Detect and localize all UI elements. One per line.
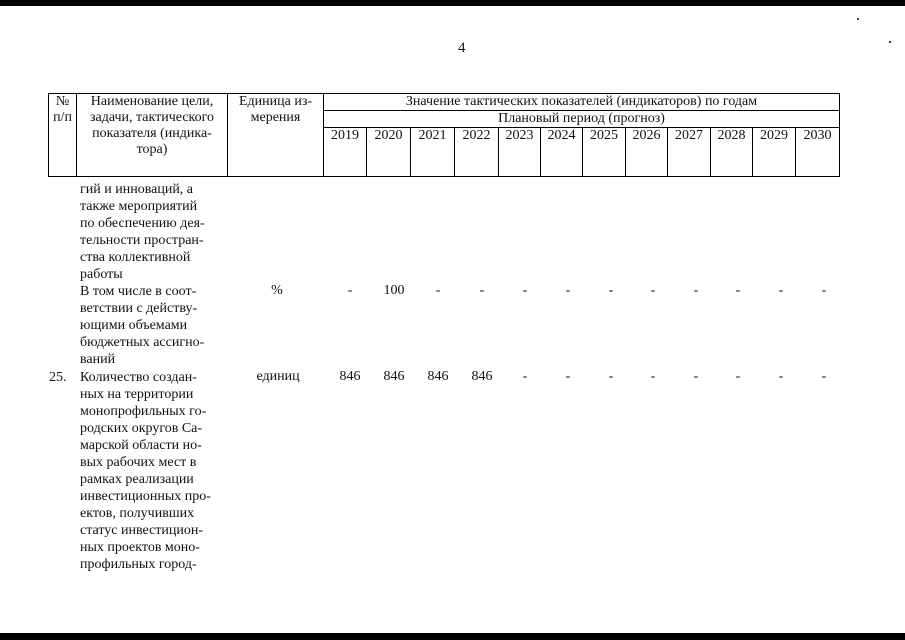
row-value: -: [693, 283, 699, 298]
row-name-line: профильных город-: [80, 557, 197, 572]
header-unit-line: Единица из-: [238, 94, 313, 109]
row-name-line: ных на территории: [80, 387, 194, 402]
row-value: -: [479, 283, 485, 298]
row-value: -: [522, 369, 528, 384]
row-name-line: Количество создан-: [80, 370, 197, 385]
row-value: 846: [383, 369, 405, 384]
header-year: 2030: [796, 128, 840, 177]
row-name-line: ваний: [80, 352, 116, 367]
row-name-line: ющими объемами: [80, 318, 188, 333]
row-name-line: гий и инноваций, а: [80, 182, 194, 197]
header-plan-period: Плановый период (прогноз): [324, 111, 840, 128]
table-row-budget: [80, 283, 225, 368]
row-name-line: ных проектов моно-: [80, 540, 200, 555]
row-name-line: ветствии с действу-: [80, 301, 198, 316]
row-value: -: [608, 369, 614, 384]
row-name-line: бюджетных ассигно-: [80, 335, 205, 350]
scan-border-top: [0, 0, 905, 6]
row-name-line: вых рабочих мест в: [80, 455, 197, 470]
scan-speck: [889, 41, 891, 43]
row-name-line: монопрофильных го-: [80, 404, 207, 419]
header-year: 2026: [626, 128, 668, 177]
row-name-line: тельности простран-: [80, 233, 204, 248]
header-num-label: № п/п: [53, 94, 72, 125]
header-year: 2029: [753, 128, 796, 177]
row-value: -: [650, 369, 656, 384]
row-name-line: также мероприятий: [80, 199, 198, 214]
row-value: -: [821, 283, 827, 298]
row-name-line: статус инвестицион-: [80, 523, 204, 538]
row-value: -: [435, 283, 441, 298]
row-value: -: [821, 369, 827, 384]
header-year: 2027: [668, 128, 711, 177]
row-value: 846: [427, 369, 449, 384]
header-unit-line: мерения: [250, 110, 301, 125]
row-name-line: ектов, получивших: [80, 506, 195, 521]
row-value: 846: [471, 369, 493, 384]
page-number: 4: [458, 40, 466, 56]
header-unit-cell: [228, 94, 324, 177]
row-value: -: [565, 369, 571, 384]
header-name-cell: [77, 94, 228, 177]
header-name-line: показателя (индика-: [92, 126, 212, 141]
header-num-cell: [49, 94, 77, 177]
row-name-line: марской области но-: [80, 438, 202, 453]
header-year: 2022: [455, 128, 499, 177]
row-unit: единиц: [256, 369, 300, 384]
row-name-line: по обеспечению дея-: [80, 216, 205, 231]
table-row-continuation: [80, 181, 225, 283]
scan-speck: [857, 18, 859, 20]
header-year: 2020: [367, 128, 411, 177]
row-name-line: инвестиционных про-: [80, 489, 211, 504]
header-year: 2019: [324, 128, 367, 177]
row-value: -: [735, 283, 741, 298]
header-name-line: Наименование цели,: [90, 94, 214, 109]
row-value: -: [693, 369, 699, 384]
header-name-line: задачи, тактического: [89, 110, 215, 125]
row-value: -: [778, 283, 784, 298]
row-value: -: [565, 283, 571, 298]
row-value: -: [778, 369, 784, 384]
header-year: 2028: [711, 128, 753, 177]
table-row-item-25: [80, 369, 225, 573]
row-name-line: В том числе в соот-: [80, 284, 197, 299]
header-year: 2024: [541, 128, 583, 177]
row-name-line: рамках реализации: [80, 472, 194, 487]
row-name-line: родских округов Са-: [80, 421, 203, 436]
row-value: -: [608, 283, 614, 298]
row-value: 846: [339, 369, 361, 384]
row-value: 100: [383, 283, 405, 298]
header-name-line: тора): [136, 142, 168, 157]
row-name-line: работы: [80, 267, 123, 282]
row-value: -: [735, 369, 741, 384]
row-value: -: [347, 283, 353, 298]
row-value: -: [522, 283, 528, 298]
header-values-title: Значение тактических показателей (индикаторов) по годам: [324, 94, 840, 111]
scan-border-bottom: [0, 633, 905, 640]
table-header: [48, 93, 840, 177]
header-year: 2023: [499, 128, 541, 177]
header-year: 2025: [583, 128, 626, 177]
row-value: -: [650, 283, 656, 298]
header-year: 2021: [411, 128, 455, 177]
row-unit: %: [271, 283, 283, 298]
row-name-line: ства коллективной: [80, 250, 191, 265]
row-index: 25.: [49, 370, 67, 385]
